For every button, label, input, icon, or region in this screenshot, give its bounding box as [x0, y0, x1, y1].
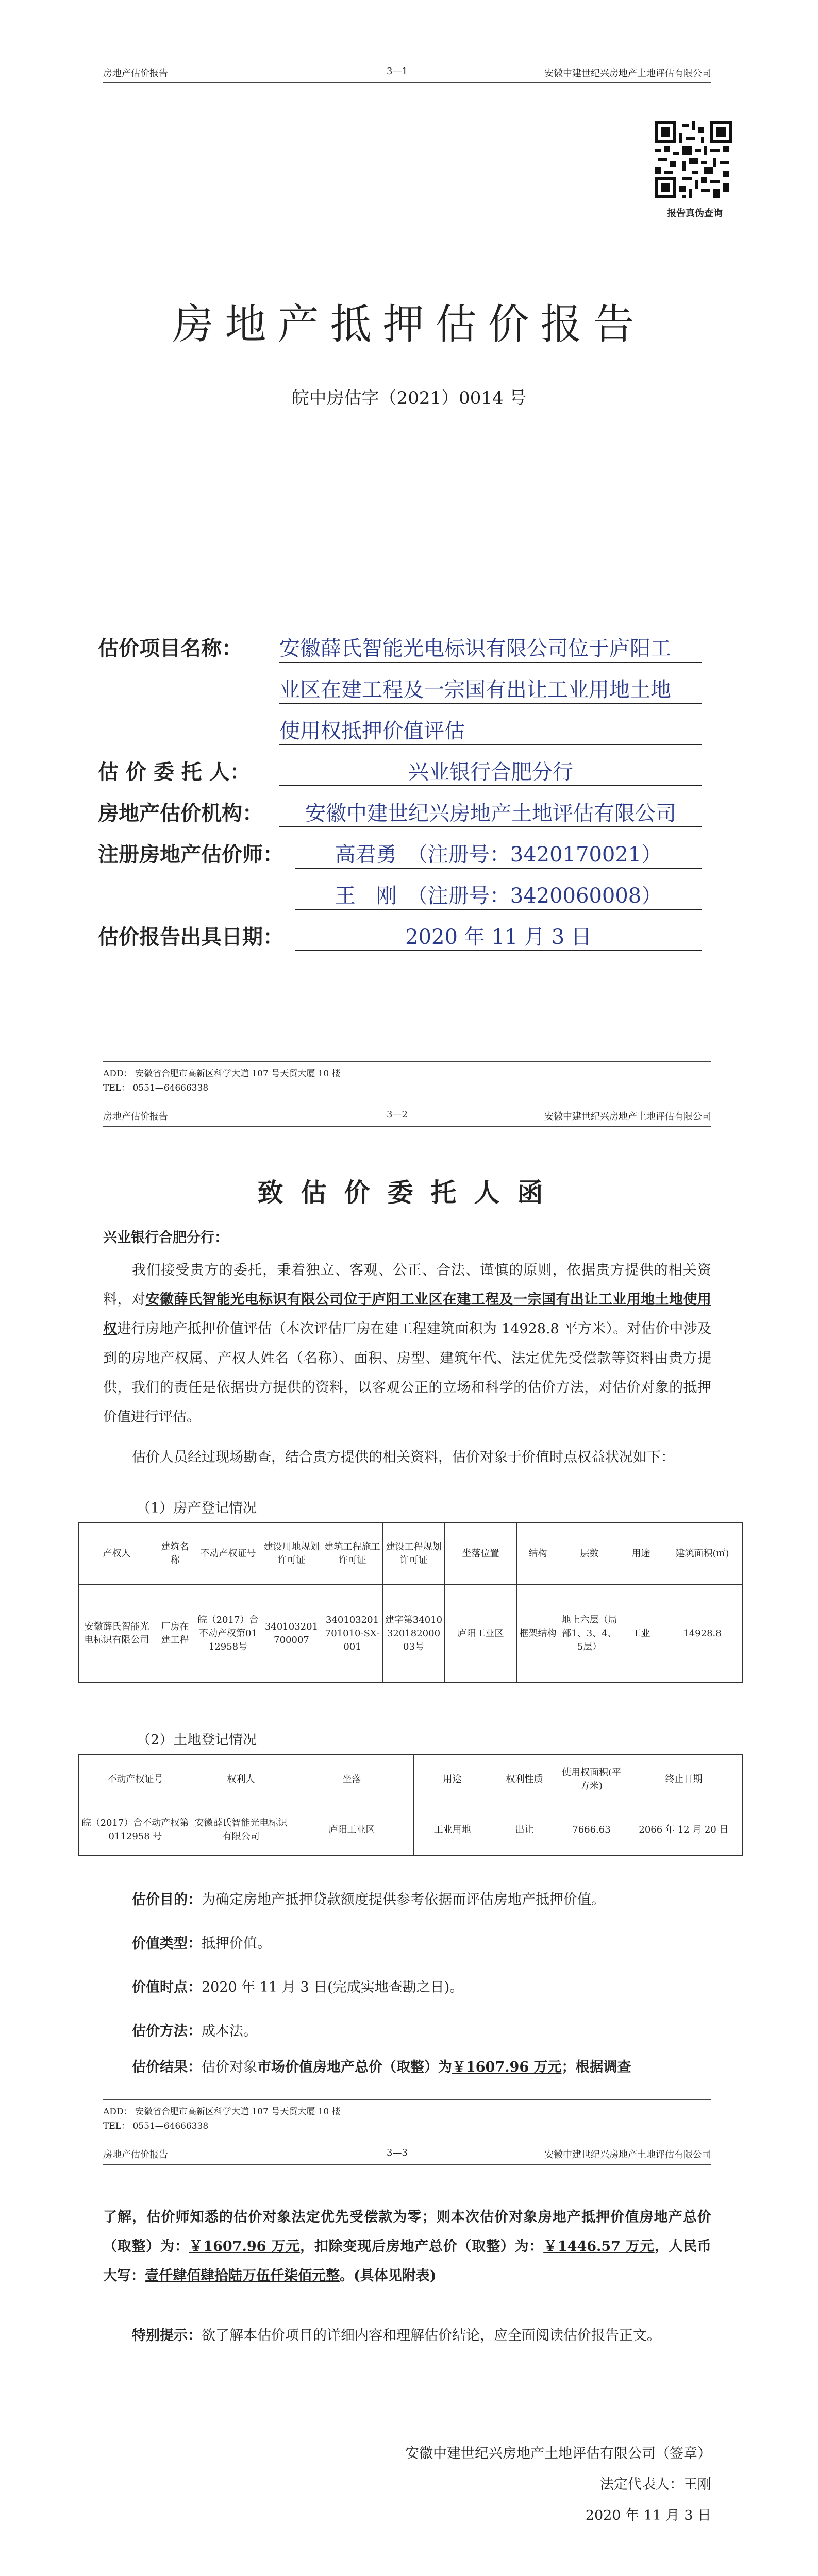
client-value: 兴业银行合肥分行 — [279, 756, 702, 786]
footer-address: ADD： 安徽省合肥市高新区科学大道 107 号天贸大厦 10 楼 — [103, 2107, 341, 2117]
land-header-cell: 不动产权证号 — [79, 1755, 192, 1804]
appraiser-2: 王 刚 （注册号：3420060008） — [295, 879, 702, 910]
house-header-cell: 层数 — [559, 1523, 620, 1585]
house-header-cell: 建筑面积(㎡) — [662, 1523, 743, 1585]
footer-address: ADD： 安徽省合肥市高新区科学大道 107 号天贸大厦 10 楼 — [103, 1069, 341, 1079]
special-tip-label: 特别提示： — [132, 2328, 202, 2344]
value-time-line — [132, 1976, 463, 1996]
method-line — [132, 2020, 257, 2040]
page3-header — [103, 2143, 711, 2165]
result-continuation: 了解，估价师知悉的估价对象法定优先受偿款为零；则本次估价对象房地产抵押价值房地产总价（取整）为：￥1607.96 万元，扣除变现后房地产总价（取整）为：￥1446.57 万元，人民币大写：壹仟肆佰肆拾陆万伍仟柒佰元整。(具体见附表) — [103, 2209, 711, 2284]
agency-value: 安徽中建世纪兴房地产土地评估有限公司 — [279, 797, 702, 827]
land-registration-table — [78, 1754, 743, 1856]
purpose-line — [132, 1888, 711, 1908]
header-left: 房地产估价报告 — [103, 1111, 168, 1122]
land-cell: 7666.63 — [558, 1804, 625, 1856]
house-section-title: （1）房产登记情况 — [137, 1500, 257, 1516]
header-right: 安徽中建世纪兴房地产土地评估有限公司 — [544, 68, 711, 79]
result-label: 估价结果： — [132, 2059, 202, 2075]
header-left: 房地产估价报告 — [103, 68, 168, 79]
net-value: ￥1446.57 万元 — [543, 2239, 655, 2255]
special-tip: 特别提示：欲了解本估价项目的详细内容和理解估价结论，应全面阅读估价报告正文。 — [132, 2328, 661, 2344]
house-header-cell: 结构 — [517, 1523, 559, 1585]
value-time: 2020 年 11 月 3 日(完成实地查勘之日)。 — [202, 1979, 464, 1995]
header-right: 安徽中建世纪兴房地产土地评估有限公司 — [544, 1111, 711, 1122]
land-header-row — [79, 1755, 743, 1804]
value-time-label: 价值时点： — [132, 1979, 202, 1995]
letter-title: 致估价委托人函 — [257, 1177, 561, 1208]
house-cell: 工业 — [620, 1585, 662, 1683]
header-left: 房地产估价报告 — [103, 2149, 168, 2160]
purpose-label: 估价目的： — [132, 1892, 202, 1908]
header-center: 3—1 — [387, 66, 408, 77]
method-value: 成本法。 — [202, 2023, 257, 2039]
table-row — [79, 1804, 743, 1856]
method-label: 估价方法： — [132, 2023, 202, 2039]
value-type-line — [132, 1932, 271, 1952]
date-value: 2020 年 11 月 3 日 — [295, 921, 702, 951]
land-cell: 出让 — [491, 1804, 558, 1856]
result-line: 估价结果：估价对象市场价值房地产总价（取整）为￥1607.96 万元；根据调查 — [132, 2059, 631, 2075]
signature-date: 2020 年 11 月 3 日 — [585, 2507, 711, 2523]
date-label: 估价报告出具日期： — [98, 925, 283, 949]
land-header-cell: 用途 — [414, 1755, 491, 1804]
house-cell: 340103201701010-SX-001 — [322, 1585, 383, 1683]
house-cell: 建字第3401032018200003号 — [383, 1585, 445, 1683]
page2-footer — [103, 2099, 711, 2133]
value-type-label: 价值类型： — [132, 1936, 202, 1952]
house-cell: 地上六层（局部1、3、4、5层） — [559, 1585, 620, 1683]
house-cell: 340103201700007 — [261, 1585, 322, 1683]
qr-caption: 报告真伪查询 — [667, 208, 723, 219]
land-header-cell: 权利性质 — [491, 1755, 558, 1804]
project-line-1: 安徽薛氏智能光电标识有限公司位于庐阳工 — [279, 632, 702, 663]
land-header-cell: 坐落 — [290, 1755, 414, 1804]
signature-representative: 法定代表人：王刚 — [600, 2477, 711, 2493]
house-header-row — [79, 1523, 743, 1585]
land-header-cell: 使用权面积(平方米) — [558, 1755, 625, 1804]
land-section-title: （2）土地登记情况 — [137, 1732, 257, 1748]
footer-tel: TEL： 0551—64666338 — [103, 2121, 209, 2131]
salutation: 兴业银行合肥分行： — [103, 1230, 228, 1246]
project-line-2: 业区在建工程及一宗国有出让工业用地土地 — [279, 673, 702, 704]
land-cell: 工业用地 — [414, 1804, 491, 1856]
house-header-cell: 建设用地规划许可证 — [261, 1523, 322, 1585]
property-name: 安徽薛氏智能光电标识有限公司位于庐阳工业区在建工程及一宗国有出让工业用地土地使用权 — [103, 1292, 712, 1337]
letter-paragraph-2: 估价人员经过现场勘查，结合贵方提供的相关资料，估价对象于价值时点权益状况如下： — [132, 1449, 675, 1465]
house-cell: 框架结构 — [517, 1585, 559, 1683]
purpose-value: 为确定房地产抵押贷款额度提供参考依据而评估房地产抵押价值。 — [202, 1892, 605, 1908]
house-header-cell: 不动产权证号 — [195, 1523, 261, 1585]
project-label: 估价项目名称： — [98, 636, 242, 660]
agency-label: 房地产估价机构： — [98, 801, 263, 825]
appraiser-label: 注册房地产估价师： — [98, 842, 283, 867]
table-row — [79, 1585, 743, 1683]
appraiser-1: 高君勇 （注册号：3420170021） — [295, 838, 702, 869]
house-header-cell: 建筑名称 — [155, 1523, 195, 1585]
value-type: 抵押价值。 — [202, 1936, 271, 1952]
house-cell: 安徽薛氏智能光电标识有限公司 — [79, 1585, 155, 1683]
mortgage-value: ￥1607.96 万元 — [189, 2239, 301, 2255]
page1-header — [103, 62, 711, 83]
header-right: 安徽中建世纪兴房地产土地评估有限公司 — [544, 2149, 711, 2160]
land-header-cell: 终止日期 — [625, 1755, 743, 1804]
house-header-cell: 建筑工程施工许可证 — [322, 1523, 383, 1585]
house-cell: 皖（2017）合不动产权第0112958号 — [195, 1585, 261, 1683]
letter-paragraph-1: 我们接受贵方的委托，秉着独立、客观、公正、合法、谨慎的原则，依据贵方提供的相关资料，对安徽薛氏智能光电标识有限公司位于庐阳工业区在建工程及一宗国有出让工业用地土地使用权进行房地产抵押价值评估（本次评估厂房在建工程建筑面积为 14928.8 平方米）。对估价中涉及到的房地产权属、产权人姓名（名称）、面积、房型、建筑年代、法定优先受偿款等资料由贵方提供，我们的责任是依据贵方提供的资料，以客观公正的立场和科学的估价方法，对估价对象的抵押价值进行评估。 — [103, 1262, 712, 1425]
house-registration-table — [78, 1522, 743, 1683]
land-cell: 2066 年 12 月 20 日 — [625, 1804, 743, 1856]
house-header-cell: 用途 — [620, 1523, 662, 1585]
land-header-cell: 权利人 — [192, 1755, 290, 1804]
house-cell: 庐阳工业区 — [445, 1585, 517, 1683]
header-center: 3—2 — [387, 1109, 408, 1120]
project-line-3: 使用权抵押价值评估 — [279, 715, 702, 745]
land-cell: 皖（2017）合不动产权第 0112958 号 — [79, 1804, 192, 1856]
report-title: 房地产抵押估价报告 — [172, 300, 646, 348]
house-cell: 14928.8 — [662, 1585, 743, 1683]
land-cell: 庐阳工业区 — [290, 1804, 414, 1856]
report-number: 皖中房估字（2021）0014 号 — [291, 388, 527, 409]
page1-footer — [103, 1061, 711, 1095]
house-header-cell: 产权人 — [79, 1523, 155, 1585]
qr-code-icon[interactable] — [655, 121, 732, 198]
header-center: 3—3 — [387, 2147, 408, 2158]
footer-tel: TEL： 0551—64666338 — [103, 1083, 209, 1093]
market-value: ￥1607.96 万元 — [452, 2059, 562, 2075]
land-cell: 安徽薛氏智能光电标识有限公司 — [192, 1804, 290, 1856]
signature-company: 安徽中建世纪兴房地产土地评估有限公司（签章） — [405, 2446, 711, 2462]
value-in-words: 壹仟肆佰肆拾陆万伍仟柒佰元整 — [145, 2268, 340, 2284]
client-label: 估 价 委 托 人： — [98, 760, 251, 784]
page2-header — [103, 1105, 711, 1127]
house-header-cell: 建设工程规划许可证 — [383, 1523, 445, 1585]
house-cell: 厂房在建工程 — [155, 1585, 195, 1683]
house-header-cell: 坐落位置 — [445, 1523, 517, 1585]
